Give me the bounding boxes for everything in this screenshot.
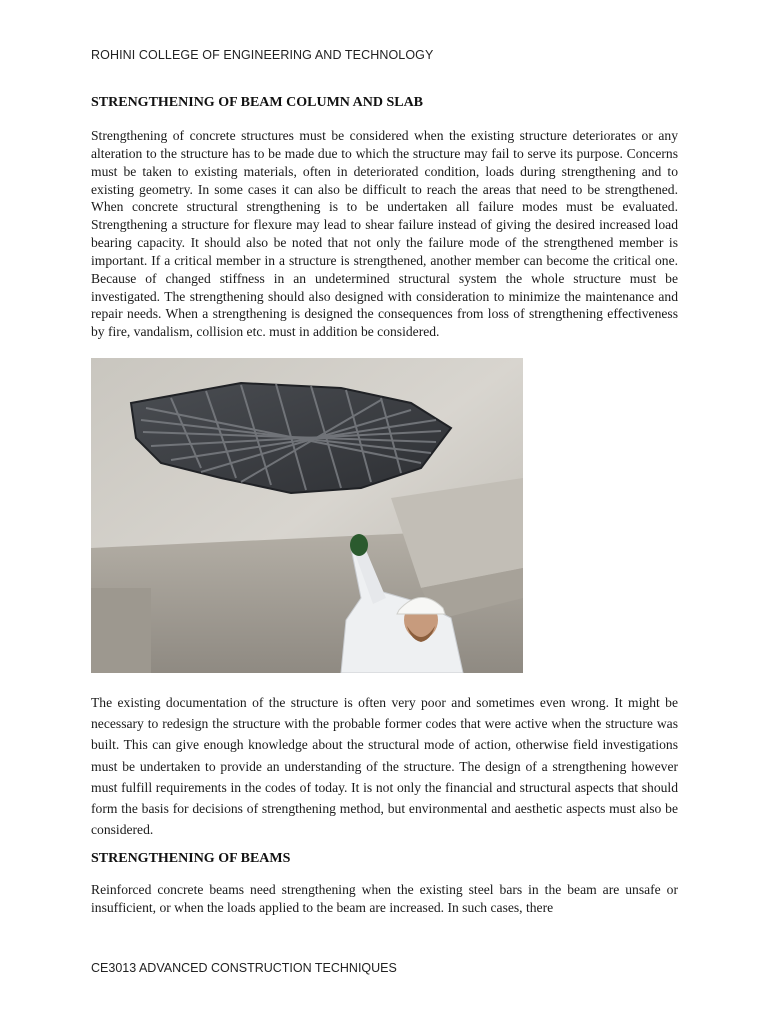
documentation-paragraph: The existing documentation of the structure is often very poor and sometimes even wrong. It might be necessary to redesign the structure with the probable former codes that were active when the structure was built. This can give enough knowledge about the structural mode of action, otherwise field investigations must be undertaken to provide an understanding of the structure. The design of a strengthening however must fulfill requirements in the codes of today. It is not only the financial and structural aspects that should form the basis for decisions of strengthening method, but environmental and aesthetic aspects must also be considered. [91, 695, 678, 838]
intro-paragraph: Strengthening of concrete structures must be considered when the existing structure deteriorates or any alteration to the structure has to be made due to which the structure may fail to serve its purpose. Concerns must be taken to existing materials, often in deteriorated condition, loads during strengthening and to existing geometry. In some cases it can also be difficult to reach the areas that need to be strengthened. When concrete structural strengthening is to be undertaken all failure modes must be evaluated. Strengthening a structure for flexure may lead to shear failure instead of giving the desired increased load bearing capacity. It should also be noted that not only the failure mode of the strengthened member is important. If a critical member in a structure is strengthened, another member can become the critical one. Because of changed stiffness in an undetermined structural system the whole structure must be investigated. The strengthening should also designed with consideration to minimize the maintenance and repair needs. When a strengthening is designed the consequences from loss of strengthening effectiveness by fire, vandalism, collision etc. must in addition be considered. [91, 128, 678, 340]
section-title-strengthening: STRENGTHENING OF BEAM COLUMN AND SLAB [91, 95, 424, 110]
page-footer: CE3013 ADVANCED CONSTRUCTION TECHNIQUES [91, 961, 397, 975]
slab-strengthening-photo [91, 358, 523, 673]
page-header: ROHINI COLLEGE OF ENGINEERING AND TECHNOLOGY [91, 48, 434, 62]
section-title-beams: STRENGTHENING OF BEAMS [91, 851, 291, 866]
beams-paragraph: Reinforced concrete beams need strengthening when the existing steel bars in the beam are unsafe or insufficient, or when the loads applied to the beam are increased. In such cases, there [91, 882, 678, 915]
